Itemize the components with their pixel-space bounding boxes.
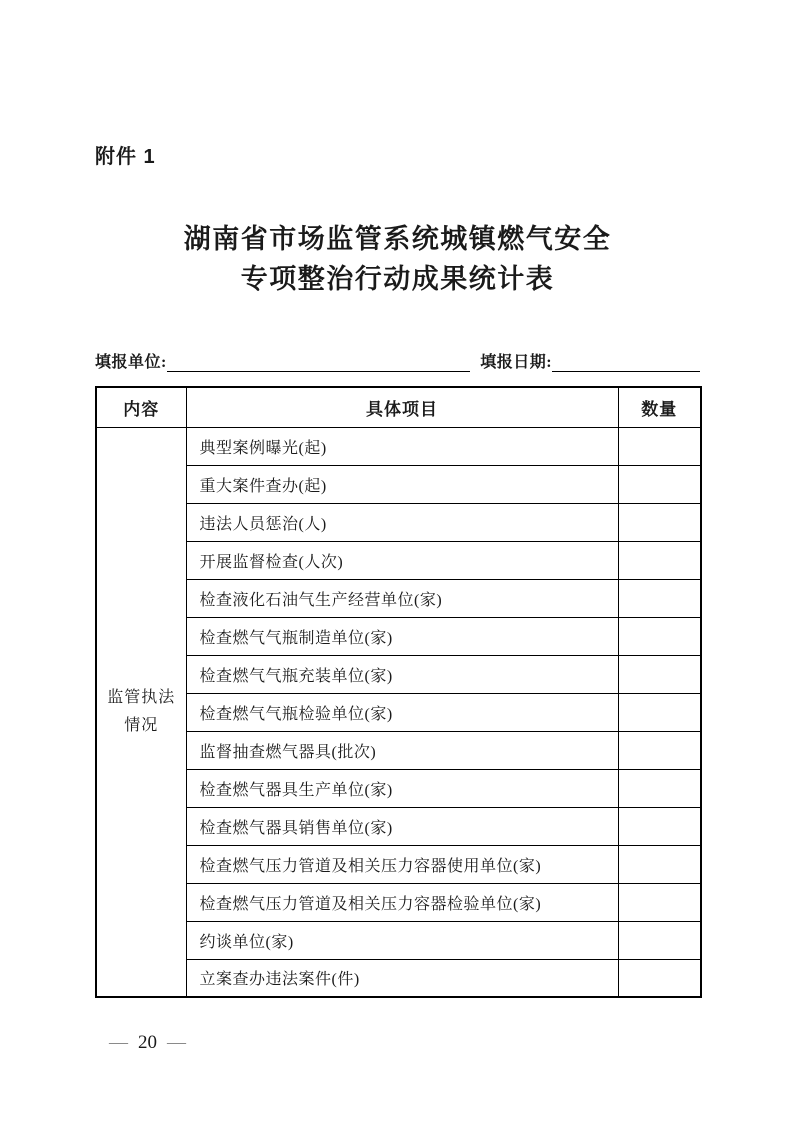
item-cell: 立案查办违法案件(件) (186, 959, 618, 997)
category-line-2: 情况 (124, 716, 159, 734)
quantity-cell (618, 427, 701, 465)
item-cell: 约谈单位(家) (186, 921, 618, 959)
reporting-unit-blank (167, 352, 470, 372)
item-cell: 监督抽查燃气器具(批次) (186, 731, 618, 769)
table-row (96, 883, 701, 921)
quantity-cell (618, 503, 701, 541)
table-row (96, 427, 701, 465)
reporting-unit-label: 填报单位: (95, 354, 167, 371)
header-item: 具体项目 (186, 387, 618, 427)
quantity-cell (618, 883, 701, 921)
item-cell: 检查燃气气瓶检验单位(家) (186, 693, 618, 731)
table-row (96, 541, 701, 579)
table-row (96, 693, 701, 731)
quantity-cell (618, 465, 701, 503)
table-row (96, 807, 701, 845)
item-cell: 开展监督检查(人次) (186, 541, 618, 579)
table-row (96, 959, 701, 997)
item-cell: 检查液化石油气生产经营单位(家) (186, 579, 618, 617)
statistics-table (95, 386, 702, 998)
header-quantity: 数量 (618, 387, 701, 427)
quantity-cell (618, 921, 701, 959)
item-cell: 典型案例曝光(起) (186, 427, 618, 465)
table-row (96, 921, 701, 959)
quantity-cell (618, 579, 701, 617)
quantity-cell (618, 807, 701, 845)
attachment-label: 附件 1 (95, 146, 156, 168)
document-content (95, 0, 700, 998)
page-number-dash-left: — (109, 1032, 128, 1053)
item-cell: 违法人员惩治(人) (186, 503, 618, 541)
category-line-1: 监管执法 (107, 688, 176, 706)
table-row (96, 579, 701, 617)
title-line-2: 专项整治行动成果统计表 (240, 264, 555, 294)
title-line-1: 湖南省市场监管系统城镇燃气安全 (183, 224, 612, 254)
reporting-date-blank (552, 352, 700, 372)
quantity-cell (618, 845, 701, 883)
item-cell: 检查燃气器具销售单位(家) (186, 807, 618, 845)
quantity-cell (618, 693, 701, 731)
quantity-cell (618, 959, 701, 997)
table-row (96, 503, 701, 541)
document-title (95, 219, 700, 299)
category-cell (96, 427, 186, 997)
table-row (96, 769, 701, 807)
page-number (99, 1032, 196, 1054)
quantity-cell (618, 731, 701, 769)
item-cell: 检查燃气压力管道及相关压力容器使用单位(家) (186, 845, 618, 883)
table-row (96, 465, 701, 503)
item-cell: 检查燃气气瓶制造单位(家) (186, 617, 618, 655)
table-row (96, 731, 701, 769)
item-cell: 检查燃气器具生产单位(家) (186, 769, 618, 807)
reporting-date-label: 填报日期: (480, 354, 553, 371)
table-header-row (96, 387, 701, 427)
quantity-cell (618, 617, 701, 655)
item-cell: 检查燃气气瓶充装单位(家) (186, 655, 618, 693)
item-cell: 重大案件查办(起) (186, 465, 618, 503)
page-number-value: 20 (138, 1032, 157, 1053)
page-number-dash-right: — (167, 1032, 186, 1053)
table-row (96, 617, 701, 655)
table-row (96, 845, 701, 883)
header-content: 内容 (96, 387, 186, 427)
form-fill-line (95, 348, 700, 372)
table-row (96, 655, 701, 693)
quantity-cell (618, 769, 701, 807)
quantity-cell (618, 655, 701, 693)
item-cell: 检查燃气压力管道及相关压力容器检验单位(家) (186, 883, 618, 921)
quantity-cell (618, 541, 701, 579)
